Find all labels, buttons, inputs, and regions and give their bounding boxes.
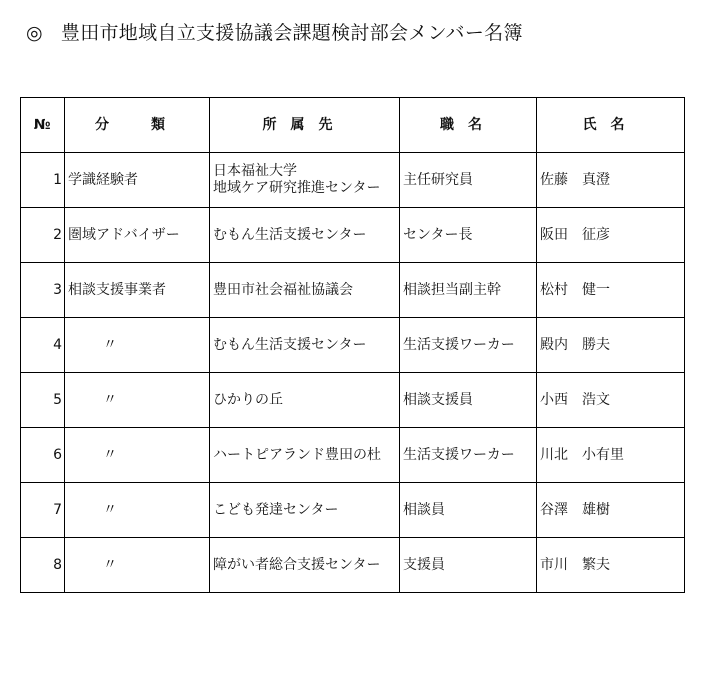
given-name: 雄樹 [582, 501, 610, 518]
cell-position: 相談員 [400, 483, 537, 538]
table-row [21, 373, 685, 428]
title-text: 豊田市地域自立支援協議会課題検討部会メンバー名簿 [60, 22, 523, 44]
given-name: 真澄 [582, 171, 610, 188]
cell-name [537, 428, 685, 483]
cell-position: 主任研究員 [400, 153, 537, 208]
cell-no: 7 [21, 483, 65, 538]
cell-category-ditto: 〃 [65, 318, 210, 373]
surname: 殿内 [540, 336, 568, 353]
cell-affiliation: ハートピアランド豊田の杜 [210, 428, 400, 483]
cell-name [537, 153, 685, 208]
double-circle-icon: ◎ [26, 22, 43, 44]
cell-category-ditto: 〃 [65, 373, 210, 428]
surname: 阪田 [540, 226, 568, 243]
cell-name [537, 318, 685, 373]
cell-affiliation: むもん生活支援センター [210, 318, 400, 373]
cell-position: 支援員 [400, 538, 537, 593]
header-row [21, 98, 685, 153]
surname: 松村 [540, 281, 568, 298]
cell-position: 相談担当副主幹 [400, 263, 537, 318]
surname: 川北 [540, 446, 568, 463]
page-title [26, 18, 523, 45]
cell-category: 相談支援事業者 [65, 263, 210, 318]
table-row [21, 538, 685, 593]
cell-affiliation: むもん生活支援センター [210, 208, 400, 263]
cell-no: 1 [21, 153, 65, 208]
cell-name [537, 538, 685, 593]
cell-position: 生活支援ワーカー [400, 428, 537, 483]
cell-category-ditto: 〃 [65, 483, 210, 538]
given-name: 勝夫 [582, 336, 610, 353]
cell-position: 生活支援ワーカー [400, 318, 537, 373]
cell-no: 3 [21, 263, 65, 318]
table-row [21, 208, 685, 263]
member-table [20, 97, 685, 593]
cell-name [537, 208, 685, 263]
header-no: № [21, 98, 65, 153]
given-name: 小有里 [582, 446, 624, 463]
surname: 小西 [540, 391, 568, 408]
cell-position: 相談支援員 [400, 373, 537, 428]
cell-name [537, 373, 685, 428]
cell-affiliation: 障がい者総合支援センター [210, 538, 400, 593]
cell-no: 4 [21, 318, 65, 373]
given-name: 繁夫 [582, 556, 610, 573]
table-row [21, 318, 685, 373]
header-name: 氏名 [537, 98, 685, 153]
cell-no: 8 [21, 538, 65, 593]
cell-category-ditto: 〃 [65, 538, 210, 593]
header-position: 職名 [400, 98, 537, 153]
header-category: 分 類 [65, 98, 210, 153]
cell-affiliation [210, 153, 400, 208]
cell-category: 圏域アドバイザー [65, 208, 210, 263]
affiliation-line: 日本福祉大学 [213, 163, 297, 179]
surname: 佐藤 [540, 171, 568, 188]
given-name: 征彦 [582, 226, 610, 243]
cell-affiliation: ひかりの丘 [210, 373, 400, 428]
cell-no: 6 [21, 428, 65, 483]
given-name: 健一 [582, 281, 610, 298]
cell-affiliation: 豊田市社会福祉協議会 [210, 263, 400, 318]
cell-category-ditto: 〃 [65, 428, 210, 483]
surname: 市川 [540, 556, 568, 573]
cell-no: 5 [21, 373, 65, 428]
table-row [21, 483, 685, 538]
cell-category: 学識経験者 [65, 153, 210, 208]
table-row [21, 153, 685, 208]
cell-position: センター長 [400, 208, 537, 263]
cell-affiliation: こども発達センター [210, 483, 400, 538]
cell-name [537, 263, 685, 318]
given-name: 浩文 [582, 391, 610, 408]
header-affiliation: 所属先 [210, 98, 400, 153]
table-row [21, 428, 685, 483]
surname: 谷澤 [540, 501, 568, 518]
affiliation-line: 地域ケア研究推進センター [213, 180, 381, 196]
table-row [21, 263, 685, 318]
cell-no: 2 [21, 208, 65, 263]
cell-name [537, 483, 685, 538]
